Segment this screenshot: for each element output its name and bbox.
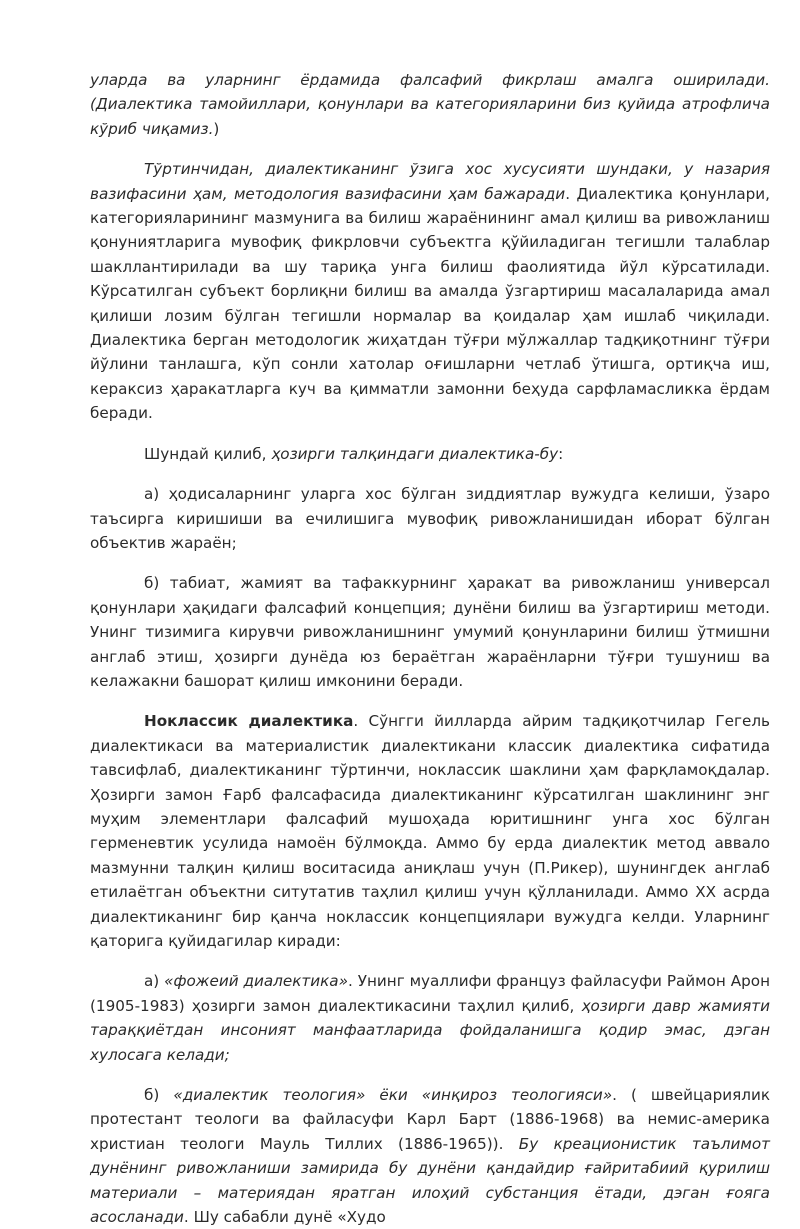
paragraph-3-italic: ҳозирги талқиндаги диалектика-бу <box>271 444 559 463</box>
paragraph-7-lead: а) <box>144 972 165 991</box>
paragraph-3-lead: Шундай қилиб, <box>144 444 272 463</box>
paragraph-8-lead: б) <box>144 1086 174 1105</box>
paragraph-2 <box>90 157 770 425</box>
paragraph-3: Шундай қилиб, ҳозирги талқиндаги диалектика-бу: <box>144 444 564 463</box>
paragraph-1-italic: уларда ва уларнинг ёрдамида фалсафий фикрлаш амалга оширилади. (Диалектика тамойиллари, қонунлари ва категорияларини биз қуйида атрофлича кўриб чиқамиз. <box>90 71 770 138</box>
paragraph-7-mid: . Унинг муаллифи француз файласуфи Раймон Арон (1905-1983) ҳозирги замон диалектикасини таҳлил қилиб, <box>90 972 771 1015</box>
paragraph-4-text: а) ҳодисаларнинг уларга хос бўлган зиддиятлар вужудга келиши, ўзаро таъсирга киришиши ва ечилишига мувофиқ ривожланишидан иборат бўлган объектив жараён; <box>90 485 770 552</box>
paragraph-8-tail: . Шу сабабли дунё «Худо <box>183 1208 386 1227</box>
paragraph-2-text: . Диалектика қонунлари, категорияларининг мазмунига ва билиш жараёнининг амал қилиш ва ривожланиш қонуниятларига мувофиқ фикрловчи субъектга қўйиладиган тегишли талаблар шакллантирилади ва шу тариқа унга билиш фаолиятида йўл кўрсатилади. Кўрсатилган субъект борлиқни билиш ва амалда ўзгартириш масалаларида амал қилиши лозим бўлган тегишли нормалар ва қоидалар ҳам ишлаб чиқилади. Диалектика берган методологик жиҳатдан тўғри мўлжаллар тадқиқотнинг тўғри йўлини танлашга, кўп сонли хатолар оғишларни четлаб ўтишга, ортиқча иш, кераксиз ҳаракатларга куч ва қимматли замонни беҳуда сарфламасликка ёрдам беради. <box>90 184 770 423</box>
paragraph-8 <box>90 1083 770 1229</box>
paragraph-7 <box>90 969 770 1067</box>
section-heading-nonclassical-dialectics: Ноклассик диалектика <box>144 712 354 731</box>
paragraph-5-text: б) табиат, жамият ва тафаккурнинг ҳаракат ва ривожланиш универсал қонунлари ҳақидаги фалсафий концепция; дунёни билиш ва ўзгартириш методи. Унинг тизимига кирувчи ривожланишнинг умумий қонунларини билиш ўтмишни англаб этиш, ҳозирги дунёда юз бераётган жараёнларни тўғри тушуниш ва келажакни башорат қилиш имконини беради. <box>90 574 770 690</box>
paragraph-6-text: . Сўнгги йилларда айрим тадқиқотчилар Гегель диалектикаси ва материалистик диалектикани классик диалектика сифатида тавсифлаб, диалектиканинг тўртинчи, ноклассик шаклини ҳам фарқламоқдалар. Ҳозирги замон Ғарб фалсафасида диалектиканинг кўрсатилган шаклининг энг муҳим элементлари фалсафий мушоҳада юритишнинг унга хос бўлган герменевтик усулида намоён бўлмоқда. Аммо бу ерда диалектик метод аввало мазмунни талқин қилиш воситасида аниқлаш учун (П.Рикер), шунингдек англаб етилаётган объектни ситутатив таҳлил қилиш учун қўлланилади. Аммо ХХ асрда диалектиканинг бир қанча ноклассик концепциялари вужудга келди. Уларнинг қаторига қуйидагилар киради: <box>90 712 770 950</box>
paragraph-8-italic-2: Бу креационистик таълимот дунёнинг ривожланиши замирида бу дунёни қандайдир ғайритабиий қурилиш материали – материядан яратган илоҳий субстанция ётади, дэган ғояга асосланади <box>90 1134 770 1227</box>
paragraph-1: уларда ва уларнинг ёрдамида фалсафий фикрлаш амалга оширилади. (Диалектика тамойиллари, қонунлари ва категорияларини биз қуйида атрофлича кўриб чиқамиз.) <box>90 71 770 138</box>
paragraph-4 <box>90 482 770 555</box>
paragraph-2-italic: Тўртинчидан, диалектиканинг ўзига хос хусусияти шундаки, у назария вазифасини ҳам, методология вазифасини ҳам бажаради <box>90 160 770 203</box>
paragraph-5 <box>90 571 770 693</box>
paragraph-7-italic-1: «фожеий диалектика» <box>164 972 348 991</box>
paragraph-8-italic-1: «диалектик теология» ёки «инқироз теологияси» <box>173 1086 613 1105</box>
paragraph-6 <box>90 709 770 953</box>
paragraph-8-mid: . ( швейцариялик протестант теологи ва файласуфи Карл Барт (1886-1968) ва немис-америка христиан теологи Мауль Тиллих (1886-1965)). <box>90 1086 771 1153</box>
paragraph-7-italic-2: ҳозирги давр жамияти тараққиётдан инсоният манфаатларида фойдаланишга қодир эмас, дэган хулосага келади; <box>90 996 770 1064</box>
document-page <box>90 68 770 1229</box>
